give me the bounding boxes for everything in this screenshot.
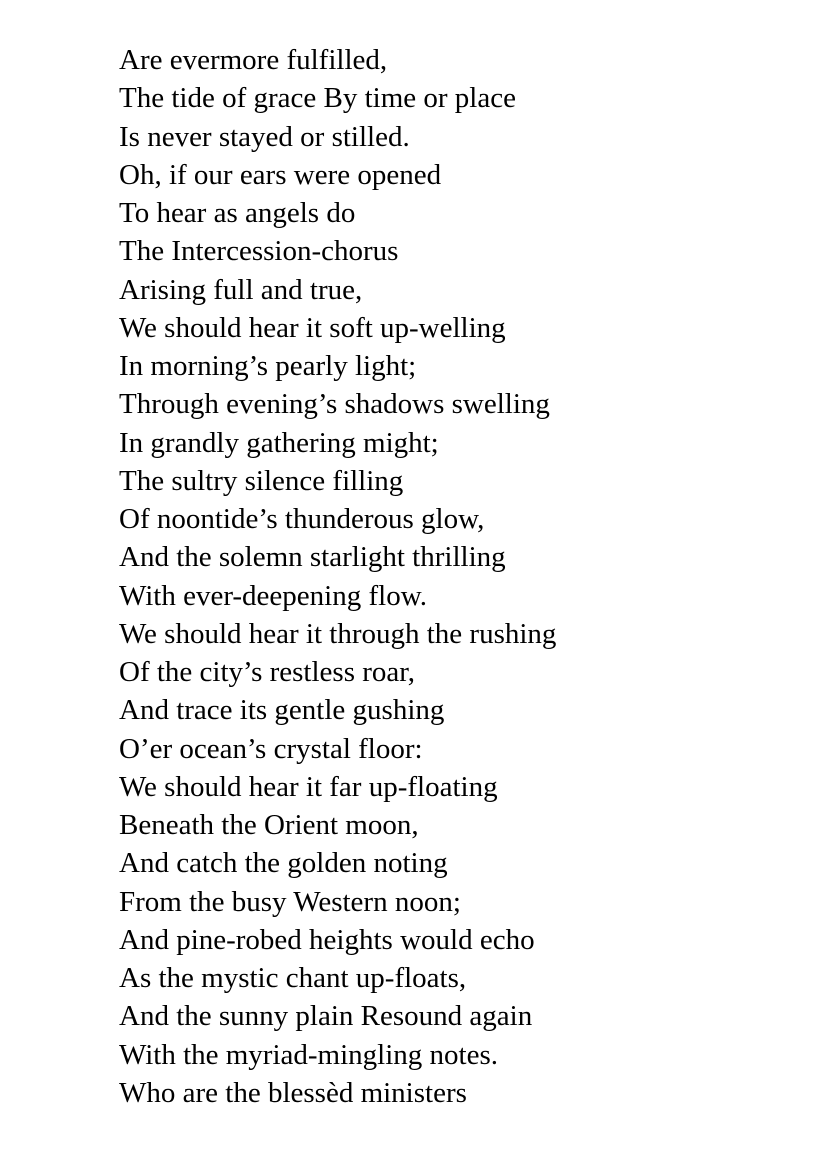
- poem-line: Of noontide’s thunderous glow,: [119, 503, 485, 535]
- poem-line: We should hear it soft up-welling: [119, 311, 506, 344]
- poem-line: Oh, if our ears were opened: [119, 158, 442, 191]
- poem-line: The sultry silence filling: [119, 464, 404, 497]
- poem-line: And pine-robed heights would echo: [119, 923, 535, 956]
- poem-line: And the sunny plain Resound again: [119, 1000, 533, 1033]
- poem-line: Are evermore fulfilled,: [119, 44, 388, 76]
- poem-line: Arising full and true,: [119, 273, 363, 306]
- poem-line: We should hear it far up-floating: [119, 770, 498, 803]
- poem-text: [119, 41, 556, 1112]
- poem-line: With the myriad-mingling notes.: [119, 1038, 498, 1071]
- poem-line: O’er ocean’s crystal floor:: [119, 732, 423, 765]
- poem-line: In morning’s pearly light;: [119, 350, 417, 382]
- poem-line: From the busy Western noon;: [119, 885, 461, 918]
- poem-line: Beneath the Orient moon,: [119, 809, 419, 841]
- poem-line: Is never stayed or stilled.: [119, 120, 410, 153]
- poem-line: Of the city’s restless roar,: [119, 656, 416, 688]
- poem-line: As the mystic chant up-floats,: [119, 962, 467, 994]
- poem-line: To hear as angels do: [119, 197, 356, 229]
- poem-line: And the solemn starlight thrilling: [119, 541, 506, 574]
- poem-line: Through evening’s shadows swelling: [119, 388, 550, 421]
- poem-line: Who are the blessèd ministers: [119, 1076, 467, 1109]
- poem-line: We should hear it through the rushing: [119, 617, 557, 650]
- poem-line: The Intercession-chorus: [119, 235, 399, 268]
- poem-line: In grandly gathering might;: [119, 426, 439, 459]
- poem-line: And catch the golden noting: [119, 847, 448, 880]
- poem-line: The tide of grace By time or place: [119, 82, 516, 115]
- poem-line: With ever-deepening flow.: [119, 579, 427, 612]
- poem-line: And trace its gentle gushing: [119, 694, 445, 727]
